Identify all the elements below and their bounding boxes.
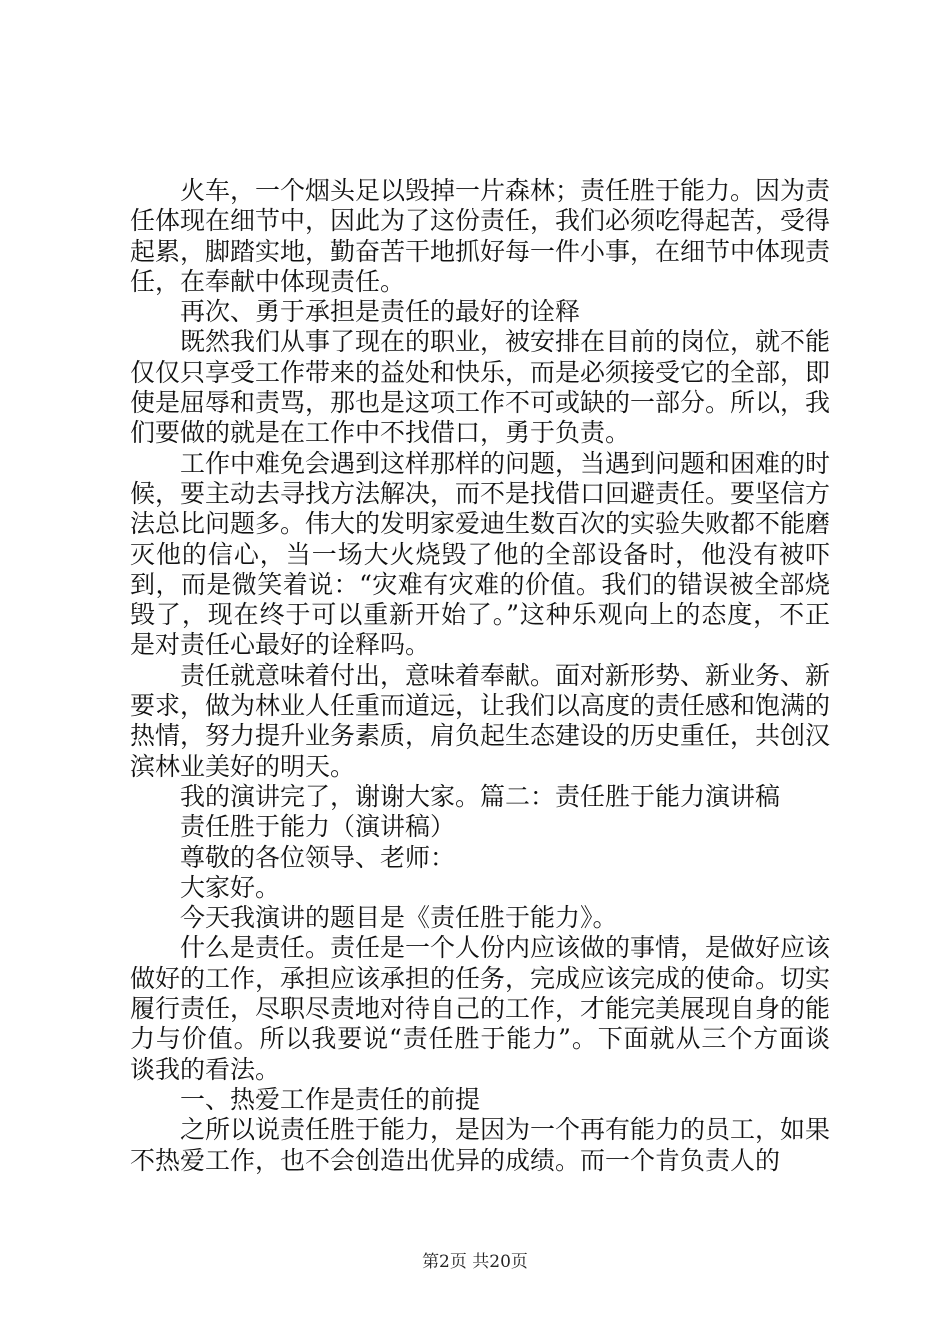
paragraph: 什么是责任。责任是一个人份内应该做的事情，是做好应该做好的工作，承担应该承担的任务，完成应该完成的使命。切实履行责任，尽职尽责地对待自己的工作，才能完美展现自身的能力与价值。所以我要说“责任胜于能力”。下面就从三个方面谈谈我的看法。 bbox=[130, 933, 831, 1084]
section-heading: 再次、勇于承担是责任的最好的诠释 bbox=[180, 297, 581, 327]
section-heading: 一、热爱工作是责任的前提 bbox=[180, 1084, 481, 1114]
paragraph: 火车，一个烟头足以毁掉一片森林；责任胜于能力。因为责任体现在细节中，因此为了这份责任，我们必须吃得起苦，受得起累，脚踏实地，勤奋苦干地抓好每一件小事，在细节中体现责任，在奉献中体现责任。 bbox=[130, 176, 831, 296]
paragraph: 我的演讲完了，谢谢大家。篇二：责任胜于能力演讲稿 bbox=[180, 781, 781, 811]
greeting: 大家好。 bbox=[180, 872, 281, 902]
paragraph: 工作中难免会遇到这样那样的问题，当遇到问题和困难的时候，要主动去寻找方法解决，而不是找借口回避责任。要坚信方法总比问题多。伟大的发明家爱迪生数百次的实验失败都不能磨灭他的信心，当一场大火烧毁了他的全部设备时，他没有被吓到，而是微笑着说：“灾难有灾难的价值。我们的错误被全部烧毁了，现在终于可以重新开始了。”这种乐观向上的态度，不正是对责任心最好的诠释吗。 bbox=[130, 448, 831, 660]
paragraph: 之所以说责任胜于能力，是因为一个再有能力的员工，如果不热爱工作，也不会创造出优异的成绩。而一个肯负责人的 bbox=[130, 1115, 831, 1175]
salutation: 尊敬的各位领导、老师： bbox=[180, 842, 456, 872]
page-number: 第2页 共20页 bbox=[422, 1252, 528, 1272]
speech-title: 责任胜于能力（演讲稿） bbox=[180, 812, 456, 842]
paragraph: 既然我们从事了现在的职业，被安排在目前的岗位，就不能仅仅只享受工作带来的益处和快乐，而是必须接受它的全部，即使是屈辱和责骂，那也是这项工作不可或缺的一部分。所以，我们要做的就是在工作中不找借口，勇于负责。 bbox=[130, 327, 831, 448]
paragraph: 今天我演讲的题目是《责任胜于能力》。 bbox=[180, 903, 618, 933]
paragraph: 责任就意味着付出，意味着奉献。面对新形势、新业务、新要求，做为林业人任重而道远，让我们以高度的责任感和饱满的热情，努力提升业务素质，肩负起生态建设的历史重任，共创汉滨林业美好的明天。 bbox=[130, 660, 831, 781]
document-body bbox=[130, 176, 830, 1176]
